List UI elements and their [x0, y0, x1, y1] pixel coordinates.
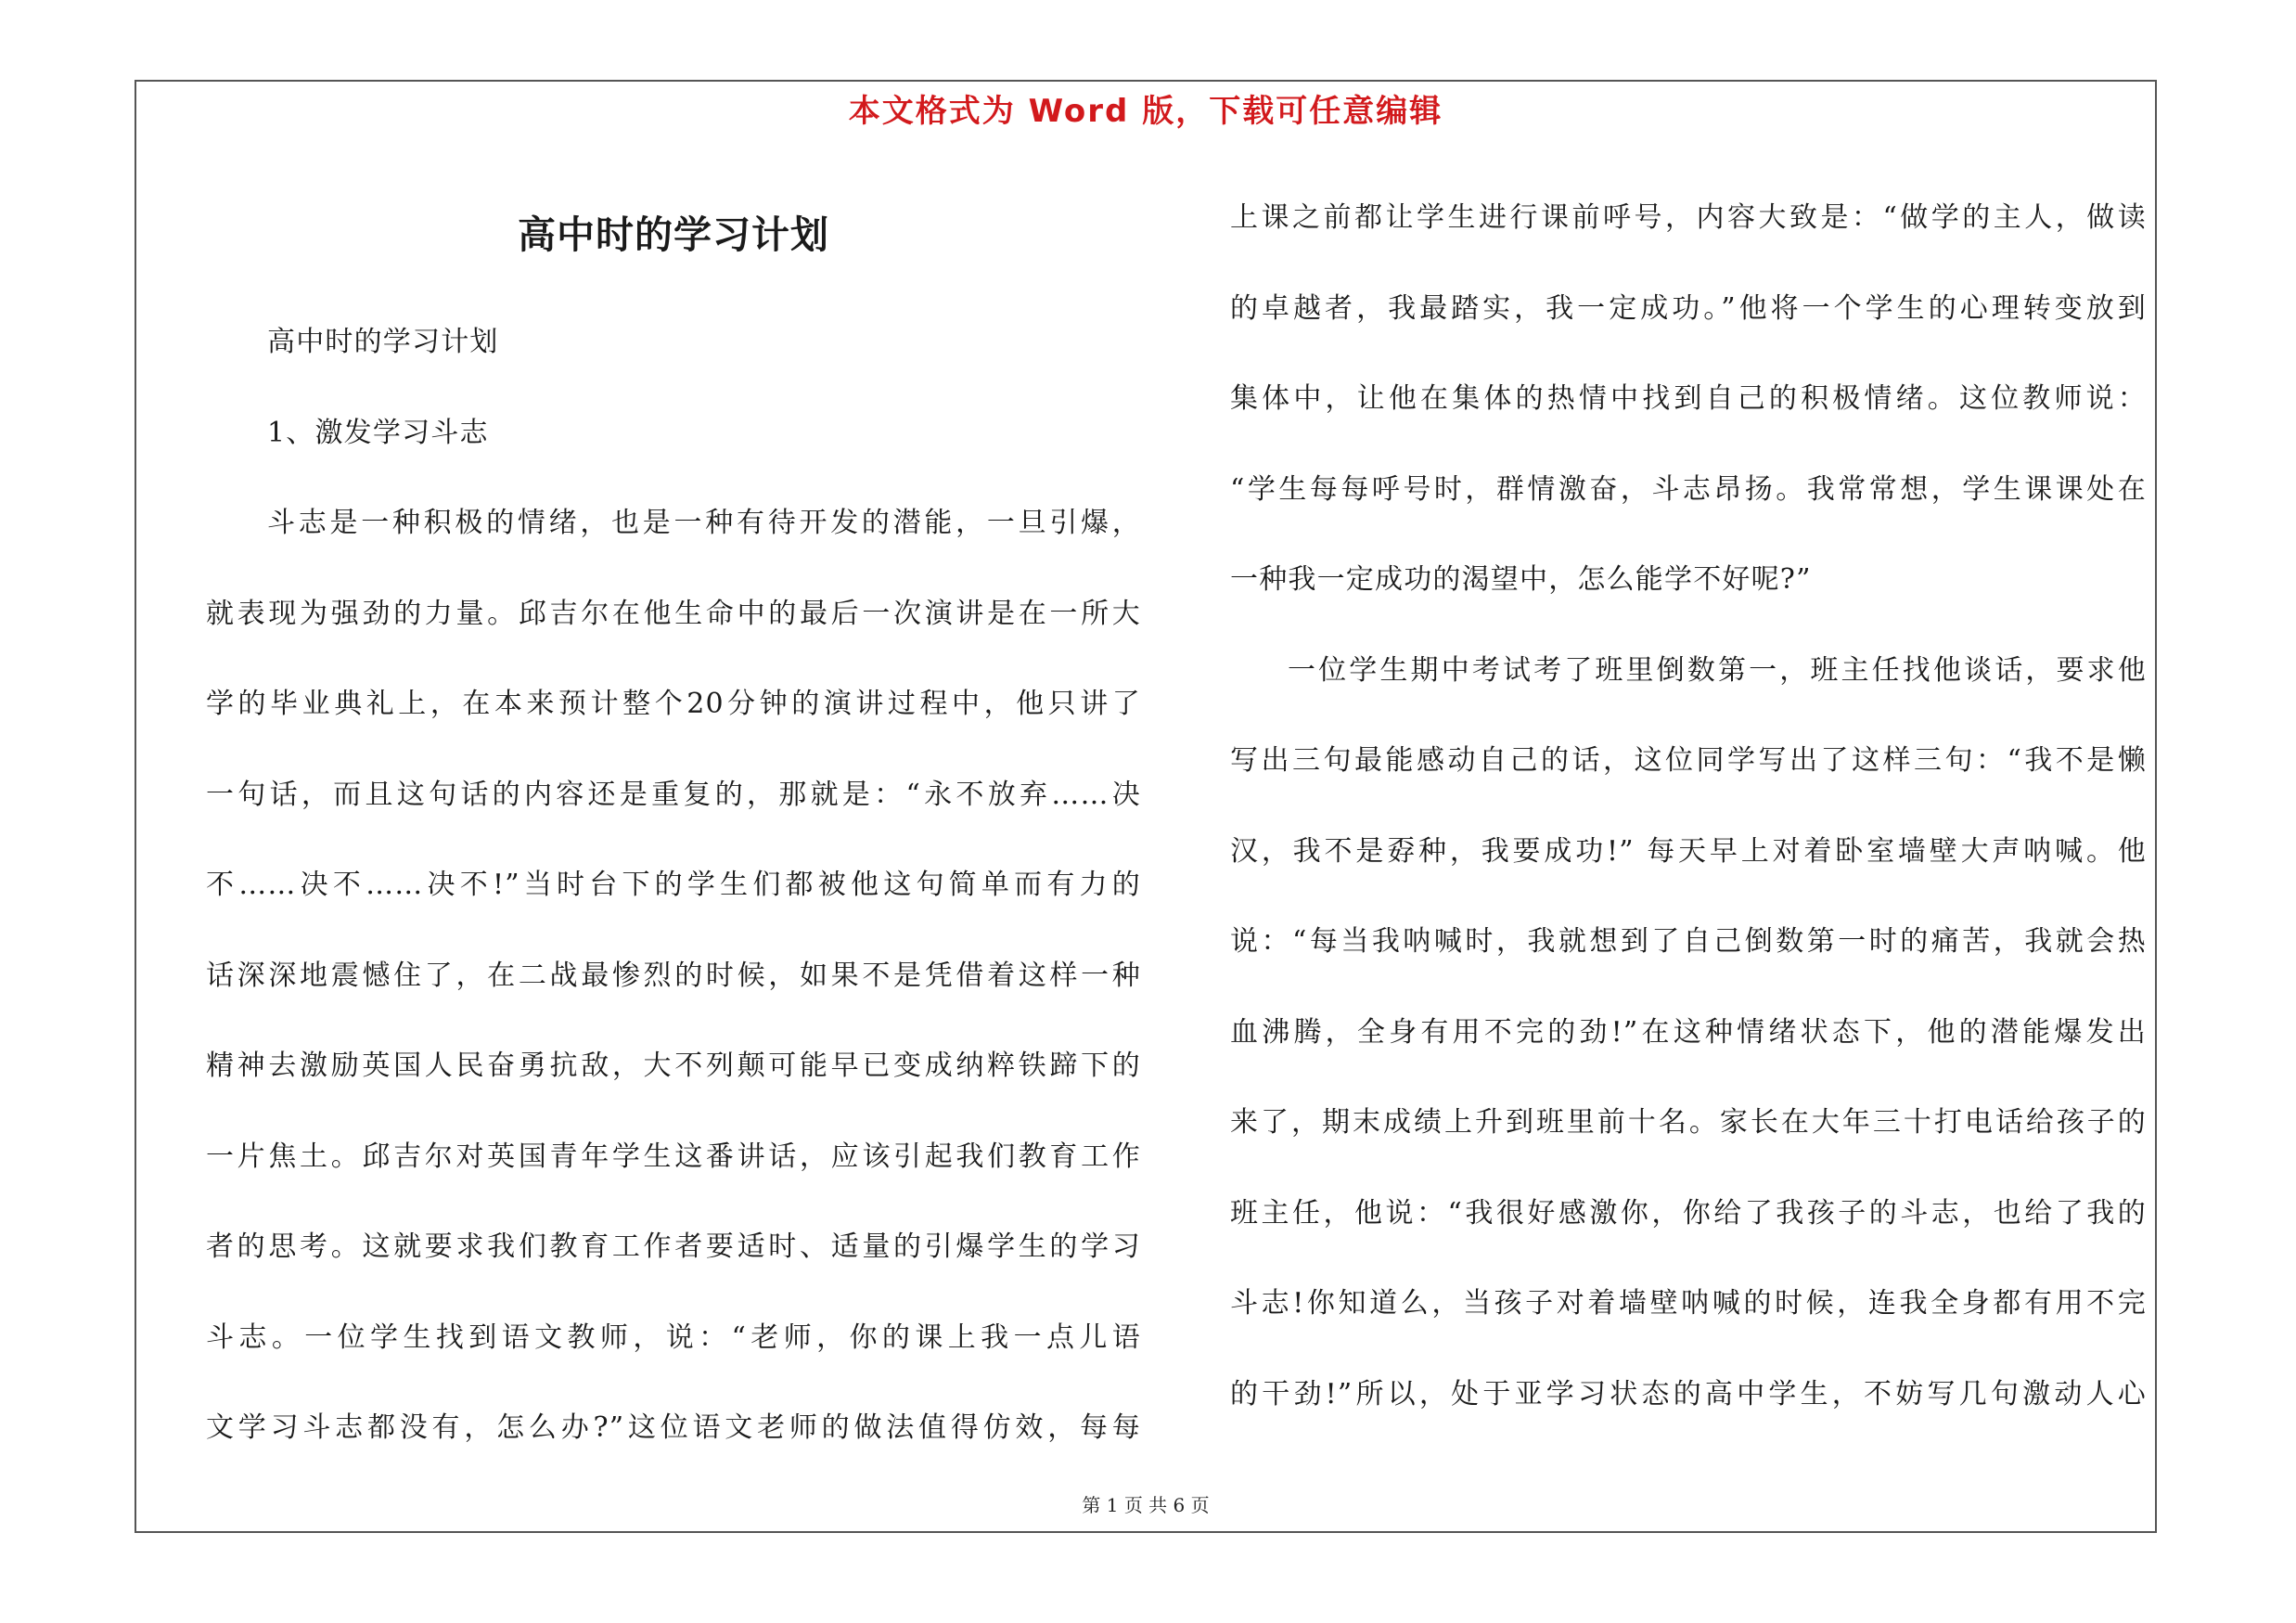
text-line: 的干劲!”所以，处于亚学习状态的高中学生，不妨写几句激动人心 — [1230, 1377, 2147, 1410]
text-line: 集体中，让他在集体的热情中找到自己的积极情绪。这位教师说： — [1230, 382, 2147, 415]
text-line: 来了，期末成绩上升到班里前十名。家长在大年三十打电话给孩子的 — [1230, 1106, 2147, 1139]
text-line: 文学习斗志都没有，怎么办?”这位语文老师的做法值得仿效，每每 — [206, 1411, 1141, 1444]
text-line: 就表现为强劲的力量。邱吉尔在他生命中的最后一次演讲是在一所大 — [206, 597, 1141, 630]
page-number: 第 1 页 共 6 页 — [1082, 1494, 1210, 1516]
text-line: 精神去激励英国人民奋勇抗敌，大不列颠可能早已变成纳粹铁蹄下的 — [206, 1050, 1141, 1082]
text-line: 说：“每当我呐喊时，我就想到了自己倒数第一时的痛苦，我就会热 — [1230, 925, 2147, 958]
text-line: 不……决不……决不!”当时台下的学生们都被他这句简单而有力的 — [206, 869, 1141, 901]
paragraph-heading: 高中时的学习计划 — [267, 326, 499, 358]
text-line: 的卓越者，我最踏实，我一定成功。”他将一个学生的心理转变放到 — [1230, 291, 2147, 325]
text-line: 血沸腾，全身有用不完的劲!”在这种情绪状态下，他的潜能爆发出 — [1230, 1015, 2147, 1049]
format-banner: 本文格式为 Word 版，下载可任意编辑 — [848, 93, 1443, 130]
text-line: 斗志是一种积极的情绪，也是一种有待开发的潜能，一旦引爆， — [267, 507, 1141, 539]
text-line: 汉，我不是孬种，我要成功!” 每天早上对着卧室墙壁大声呐喊。他 — [1230, 834, 2147, 868]
document-title: 高中时的学习计划 — [518, 213, 829, 257]
section-heading: 1、激发学习斗志 — [267, 416, 489, 449]
text-line: 一种我一定成功的渴望中，怎么能学不好呢?” — [1230, 563, 1812, 596]
text-line: 话深深地震憾住了，在二战最惨烈的时候，如果不是凭借着这样一种 — [206, 959, 1141, 992]
text-line: 班主任，他说：“我很好感激你，你给了我孩子的斗志，也给了我的 — [1230, 1196, 2147, 1230]
text-line: 斗志。一位学生找到语文教师，说：“老师，你的课上我一点儿语 — [206, 1320, 1141, 1354]
text-line: “学生每每呼号时，群情激奋，斗志昂扬。我常常想，学生课课处在 — [1230, 472, 2147, 506]
right-column — [1230, 173, 2147, 1439]
text-line: 写出三句最能感动自己的话，这位同学写出了这样三句：“我不是懒 — [1230, 744, 2147, 777]
left-column — [206, 173, 1141, 1474]
text-line: 上课之前都让学生进行课前呼号，内容大致是：“做学的主人，做读 — [1230, 201, 2147, 234]
text-line: 一句话，而且这句话的内容还是重复的，那就是：“永不放弃……决 — [206, 778, 1141, 811]
text-line: 一片焦土。邱吉尔对英国青年学生这番讲话，应该引起我们教育工作 — [206, 1140, 1141, 1173]
text-line: 一位学生期中考试考了班里倒数第一，班主任找他谈话，要求他 — [1288, 653, 2147, 687]
text-line: 者的思考。这就要求我们教育工作者要适时、适量的引爆学生的学习 — [206, 1230, 1141, 1263]
text-line: 学的毕业典礼上，在本来预计整个20分钟的演讲过程中，他只讲了 — [206, 688, 1141, 720]
text-line: 斗志!你知道么，当孩子对着墙壁呐喊的时候，连我全身都有用不完 — [1230, 1287, 2147, 1320]
